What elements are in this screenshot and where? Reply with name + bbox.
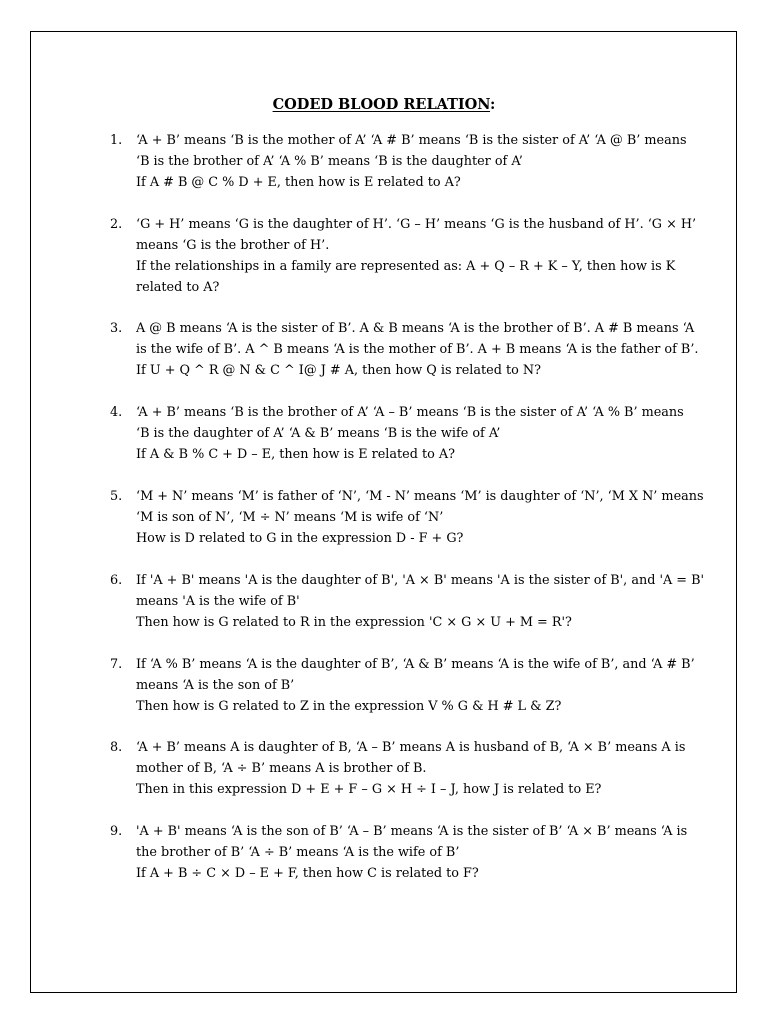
title-text: CODED BLOOD RELATION — [272, 96, 491, 113]
question-item — [110, 570, 704, 633]
question-text — [136, 214, 697, 298]
question-line: If U + Q ^ R @ N & C ^ I@ J # A, then how Q is related to N? — [136, 363, 541, 378]
question-text — [136, 654, 695, 717]
question-text — [136, 570, 704, 633]
question-line: means 'A is the wife of B' — [136, 594, 300, 609]
question-line: 'A + B' means ‘A is the son of B’ ‘A – B’ means ‘A is the sister of B’ ‘A × B’ means ‘A is — [136, 824, 688, 839]
question-line: means ‘A is the son of B’ — [136, 678, 295, 693]
question-line: If ‘A % B’ means ‘A is the daughter of B’, ‘A & B’ means ‘A is the wife of B’, and ‘A # B’ — [136, 657, 695, 672]
question-line: Then how is G related to R in the expression 'C × G × U + M = R'? — [136, 615, 572, 630]
question-number: 7. — [110, 657, 123, 672]
question-line: ‘B is the daughter of A’ ‘A & B’ means ‘B is the wife of A’ — [136, 426, 501, 441]
question-line: Then how is G related to Z in the expression V % G & H # L & Z? — [136, 699, 562, 714]
question-number: 2. — [110, 217, 123, 232]
question-text — [136, 130, 687, 193]
question-number: 3. — [110, 321, 123, 336]
question-line: ‘A + B’ means A is daughter of B, ‘A – B’ means A is husband of B, ‘A × B’ means A is — [136, 740, 686, 755]
question-text — [136, 402, 684, 465]
question-line: If A & B % C + D – E, then how is E related to A? — [136, 447, 456, 462]
question-line: ‘A + B’ means ‘B is the mother of A’ ‘A # B’ means ‘B is the sister of A’ ‘A @ B’ means — [136, 133, 687, 148]
question-line: ‘G + H’ means ‘G is the daughter of H’. ‘G – H’ means ‘G is the husband of H’. ‘G × H’ — [136, 217, 697, 232]
question-item — [110, 821, 688, 884]
question-number: 1. — [110, 133, 123, 148]
document-title — [0, 95, 768, 115]
question-text — [136, 486, 704, 549]
question-item — [110, 737, 686, 800]
question-line: the brother of B’ ‘A ÷ B’ means ‘A is the wife of B’ — [136, 845, 460, 860]
question-line: ‘B is the brother of A’ ‘A % B’ means ‘B is the daughter of A’ — [136, 154, 523, 169]
question-line: How is D related to G in the expression D - F + G? — [136, 531, 464, 546]
question-line: is the wife of B’. A ^ B means ‘A is the mother of B’. A + B means ‘A is the father of B’. — [136, 342, 699, 357]
title-colon: : — [490, 96, 496, 113]
question-line: Then in this expression D + E + F – G × H ÷ I – J, how J is related to E? — [136, 782, 602, 797]
question-line: mother of B, ‘A ÷ B’ means A is brother of B. — [136, 761, 427, 776]
question-line: If A # B @ C % D + E, then how is E related to A? — [136, 175, 461, 190]
question-number: 6. — [110, 573, 123, 588]
question-line: If 'A + B' means 'A is the daughter of B', 'A × B' means 'A is the sister of B', and 'A = B' — [136, 573, 704, 588]
question-line: ‘M + N’ means ‘M’ is father of ‘N’, ‘M - N’ means ‘M’ is daughter of ‘N’, ‘M X N’ means — [136, 489, 704, 504]
question-number: 8. — [110, 740, 123, 755]
question-item — [110, 214, 697, 298]
question-line: If the relationships in a family are represented as: A + Q – R + K – Y, then how is K — [136, 259, 676, 274]
question-text — [136, 318, 699, 381]
question-item — [110, 318, 699, 381]
question-text — [136, 821, 688, 884]
question-item — [110, 654, 695, 717]
question-item — [110, 130, 687, 193]
question-item — [110, 402, 684, 465]
question-line: ‘M is son of N’, ‘M ÷ N’ means ‘M is wife of ‘N’ — [136, 510, 444, 525]
question-line: If A + B ÷ C × D – E + F, then how C is related to F? — [136, 866, 479, 881]
question-number: 5. — [110, 489, 123, 504]
question-line: ‘A + B’ means ‘B is the brother of A’ ‘A – B’ means ‘B is the sister of A’ ‘A % B’ means — [136, 405, 684, 420]
question-line: means ‘G is the brother of H’. — [136, 238, 330, 253]
question-number: 4. — [110, 405, 123, 420]
question-line: A @ B means ‘A is the sister of B’. A & B means ‘A is the brother of B’. A # B means ‘A — [136, 321, 695, 336]
question-line: related to A? — [136, 280, 220, 295]
question-text — [136, 737, 686, 800]
question-number: 9. — [110, 824, 123, 839]
question-item — [110, 486, 704, 549]
